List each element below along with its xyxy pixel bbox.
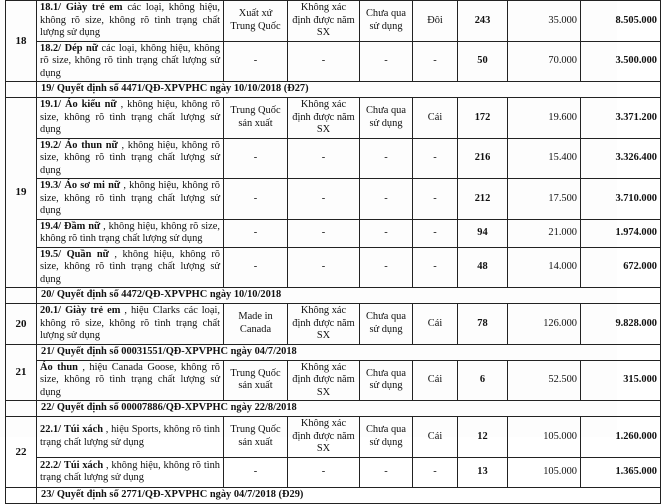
- origin: Trung Quốc sản xuất: [224, 360, 288, 401]
- unit: -: [413, 247, 458, 288]
- status: Chưa qua sử dụng: [360, 98, 413, 139]
- table-row: [6, 219, 661, 247]
- item-name-rest: các loại, không hiệu, không rõ size, không rõ tình trạng chất lượng sử dụng: [40, 42, 220, 79]
- table-row: [6, 1, 661, 42]
- unit: -: [413, 138, 458, 179]
- table-row: [6, 179, 661, 220]
- unit: -: [413, 41, 458, 82]
- decision-row: [6, 288, 661, 304]
- item-name-bold: Giày trẻ em: [65, 2, 123, 13]
- item-name-bold: Áo sơ mi nữ: [64, 180, 121, 191]
- status: Chưa qua sử dụng: [360, 417, 413, 458]
- unit: -: [413, 219, 458, 247]
- unit-price: 52.500: [508, 360, 581, 401]
- item-code: 19.4/: [40, 220, 62, 232]
- table-row: [6, 360, 661, 401]
- item-name-rest: , không hiệu, không rõ size, không rõ tình trạng chất lượng sử dụng: [40, 99, 220, 135]
- origin: -: [224, 219, 288, 247]
- total: 1.260.000: [581, 417, 661, 458]
- item-name-rest: , hiệu Canada Goose, không rõ size, không rõ tình trạng chất lượng sử dụng: [40, 361, 220, 398]
- origin: -: [224, 247, 288, 288]
- unit-price: 105.000: [508, 417, 581, 458]
- decision-heading: 21/ Quyết định số 00031551/QĐ-XPVPHC ngày 04/7/2018: [37, 344, 661, 360]
- item-code: 18.2/: [40, 42, 62, 54]
- item-name-rest: các loại, không hiệu, không rõ size, không rõ tình trạng chất lượng sử dụng: [40, 2, 220, 38]
- status: -: [360, 219, 413, 247]
- item-code: 18.1/: [40, 2, 62, 13]
- unit: Cái: [413, 417, 458, 458]
- table-row: [6, 138, 661, 179]
- item-name-bold: Quần nữ: [66, 248, 109, 260]
- decision-heading: 23/ Quyết định số 2771/QĐ-XPVPHC ngày 04/7/2018 (Đ29): [37, 487, 661, 503]
- item-name-bold: Dép nữ: [64, 42, 99, 54]
- unit-price: 15.400: [508, 138, 581, 179]
- unit: Đôi: [413, 1, 458, 42]
- decision-heading: 22/ Quyết định số 00007886/QĐ-XPVPHC ngày 22/8/2018: [37, 401, 661, 417]
- item-name-bold: Đầm nữ: [63, 220, 101, 232]
- total: 1.974.000: [581, 219, 661, 247]
- quantity: 12: [458, 417, 508, 458]
- row-number: 21: [6, 344, 37, 401]
- origin: -: [224, 457, 288, 487]
- origin: Made in Canada: [224, 304, 288, 345]
- item-name-bold: Giày trẻ em: [65, 305, 121, 316]
- unit-price: 105.000: [508, 457, 581, 487]
- row-number: 19: [6, 98, 37, 288]
- origin: -: [224, 138, 288, 179]
- year: -: [288, 41, 360, 82]
- quantity: 243: [458, 1, 508, 42]
- item-name-bold: Túi xách: [63, 459, 104, 471]
- table-row: [6, 98, 661, 139]
- table-row: [6, 417, 661, 458]
- quantity: 212: [458, 179, 508, 220]
- year: Không xác định được năm SX: [288, 304, 360, 345]
- item-code: 19.1/: [40, 99, 62, 110]
- unit-price: 126.000: [508, 304, 581, 345]
- item-name: [37, 41, 224, 82]
- item-code: 19.2/: [40, 139, 62, 151]
- item-name-bold: Áo kiểu nữ: [65, 99, 117, 110]
- item-name-rest: , hiệu Clarks các loại, không rõ size, không rõ tình trạng chất lượng sử dụng: [40, 305, 220, 341]
- status: -: [360, 138, 413, 179]
- item-name: [37, 360, 224, 401]
- origin: Trung Quốc sản xuất: [224, 98, 288, 139]
- goods-table: [5, 0, 661, 504]
- total: 9.828.000: [581, 304, 661, 345]
- quantity: 13: [458, 457, 508, 487]
- quantity: 216: [458, 138, 508, 179]
- item-code: 22.2/: [40, 459, 62, 471]
- item-name: [37, 138, 224, 179]
- unit-price: 70.000: [508, 41, 581, 82]
- total: 8.505.000: [581, 1, 661, 42]
- year: -: [288, 219, 360, 247]
- unit-price: 19.600: [508, 98, 581, 139]
- status: -: [360, 457, 413, 487]
- item-name: [37, 417, 224, 458]
- item-name: [37, 219, 224, 247]
- item-name: [37, 247, 224, 288]
- item-name: [37, 98, 224, 139]
- year: Không xác định được năm SX: [288, 417, 360, 458]
- item-name: [37, 179, 224, 220]
- item-name: [37, 457, 224, 487]
- item-code: 19.5/: [40, 248, 62, 260]
- decision-row: [6, 487, 661, 503]
- table-row: [6, 304, 661, 345]
- item-name-rest: , không hiệu, không rõ size, không rõ tình trạng chất lượng sử dụng: [40, 220, 220, 244]
- unit: Cái: [413, 360, 458, 401]
- status: Chưa qua sử dụng: [360, 304, 413, 345]
- item-code: 22.1/: [40, 424, 62, 436]
- status: -: [360, 179, 413, 220]
- item-name: [37, 304, 224, 345]
- unit: -: [413, 179, 458, 220]
- total: 315.000: [581, 360, 661, 401]
- row-number: 22: [6, 417, 37, 488]
- item-name-rest: , không hiệu, không rõ size, không rõ tình trạng chất lượng sử dụng: [40, 139, 220, 176]
- status: -: [360, 41, 413, 82]
- item-code: 19.3/: [40, 180, 62, 191]
- year: -: [288, 179, 360, 220]
- total: 3.326.400: [581, 138, 661, 179]
- unit-price: 14.000: [508, 247, 581, 288]
- origin: -: [224, 41, 288, 82]
- item-name: [37, 1, 224, 42]
- quantity: 48: [458, 247, 508, 288]
- unit-price: 17.500: [508, 179, 581, 220]
- total: 672.000: [581, 247, 661, 288]
- year: -: [288, 138, 360, 179]
- origin: Trung Quốc sản xuất: [224, 417, 288, 458]
- quantity: 50: [458, 41, 508, 82]
- unit-price: 21.000: [508, 219, 581, 247]
- unit: Cái: [413, 304, 458, 345]
- origin: -: [224, 179, 288, 220]
- total: 3.710.000: [581, 179, 661, 220]
- row-number: 20: [6, 304, 37, 345]
- item-name-rest: , không hiệu, không rõ size, không rõ tình trạng chất lượng sử dụng: [40, 180, 220, 216]
- status: Chưa qua sử dụng: [360, 360, 413, 401]
- item-name-bold: Túi xách: [63, 424, 103, 436]
- quantity: 6: [458, 360, 508, 401]
- decision-heading: 19/ Quyết định số 4471/QĐ-XPVPHC ngày 10/10/2018 (Đ27): [37, 82, 661, 98]
- decision-row: [6, 82, 661, 98]
- decision-heading: 20/ Quyết định số 4472/QĐ-XPVPHC ngày 10/10/2018: [37, 288, 661, 304]
- quantity: 94: [458, 219, 508, 247]
- item-name-bold: Áo thun: [40, 361, 78, 373]
- item-name-rest: , không hiệu, không rõ size, không rõ tình trạng chất lượng sử dụng: [40, 248, 220, 285]
- item-name-bold: Áo thun nữ: [64, 139, 118, 151]
- year: Không xác định được năm SX: [288, 360, 360, 401]
- table-row: [6, 247, 661, 288]
- decision-row: [6, 401, 661, 417]
- year: -: [288, 247, 360, 288]
- year: -: [288, 457, 360, 487]
- decision-row: [6, 344, 661, 360]
- unit: Cái: [413, 98, 458, 139]
- total: 3.500.000: [581, 41, 661, 82]
- status: -: [360, 247, 413, 288]
- total: 3.371.200: [581, 98, 661, 139]
- item-code: 20.1/: [40, 305, 62, 316]
- total: 1.365.000: [581, 457, 661, 487]
- table-row: [6, 457, 661, 487]
- table-row: [6, 41, 661, 82]
- status: Chưa qua sử dụng: [360, 1, 413, 42]
- origin: Xuất xứ Trung Quốc: [224, 1, 288, 42]
- year: Không xác định được năm SX: [288, 98, 360, 139]
- item-name-rest: , hiệu Sports, không rõ tình trạng chất lượng sử dụng: [40, 424, 220, 448]
- quantity: 78: [458, 304, 508, 345]
- quantity: 172: [458, 98, 508, 139]
- item-name-rest: , không hiệu, không rõ tình trạng chất lượng sử dụng: [40, 459, 220, 483]
- unit-price: 35.000: [508, 1, 581, 42]
- unit: -: [413, 457, 458, 487]
- year: Không xác định được năm SX: [288, 1, 360, 42]
- row-number: 18: [6, 1, 37, 82]
